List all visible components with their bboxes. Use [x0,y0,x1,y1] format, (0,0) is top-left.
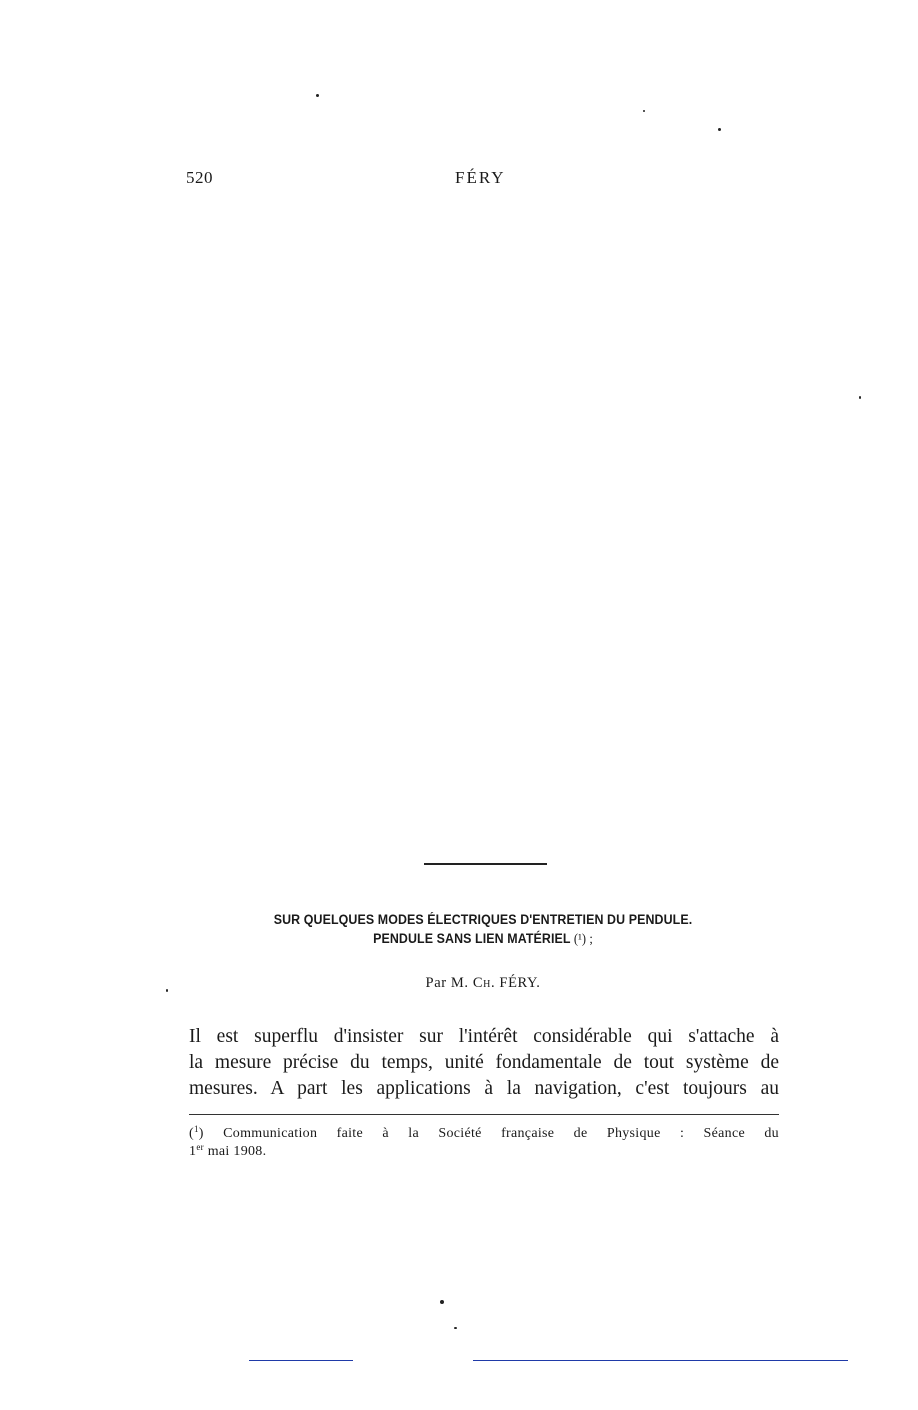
section-separator [424,863,547,865]
body-paragraph [189,1024,779,1102]
title-footnote-reference: (¹) ; [573,931,593,946]
bottom-blue-rule-right [473,1360,848,1361]
bottom-blue-rule-left [249,1360,353,1361]
article-title-line-2 [186,929,780,948]
body-line: la mesure précise du temps, unité fondamentale de tout système de [189,1052,779,1073]
scan-speck [643,110,645,112]
footnote-line-2-text: mai 1908. [207,1144,267,1159]
page-number: 520 [186,168,213,187]
footnote-line-1 [189,1125,779,1143]
scan-speck [718,128,721,131]
scan-speck [454,1327,457,1329]
scan-speck [859,396,861,399]
footnote-line-2 [189,1143,779,1161]
footnote-line-1-text: Communication faite à la Société française de Physique : Séance du [223,1126,779,1141]
article-title [186,910,780,948]
body-line: Il est superflu d'insister sur l'intérêt considérable qui s'attache à [189,1026,779,1047]
running-head: FÉRY [455,168,506,187]
footnote-ordinal: 1 [189,1144,197,1159]
author-initial: Ch. [472,975,496,991]
body-line: mesures. A part les applications à la navigation, c'est toujours au [189,1078,779,1099]
author-prefix: Par M. [425,975,469,991]
article-title-line-2-text: PENDULE SANS LIEN MATÉRIEL [373,931,571,946]
scan-speck [316,94,319,97]
footnote-rule [189,1114,779,1115]
footnote-ordinal-suffix: er [196,1142,204,1152]
scan-speck [166,989,168,992]
article-title-line-1: SUR QUELQUES MODES ÉLECTRIQUES D'ENTRETIEN DU PENDULE. [273,912,693,927]
footnote [189,1125,779,1161]
footnote-marker: ($^1$) [189,1124,204,1141]
article-author [160,975,806,992]
scan-speck [440,1300,444,1304]
author-name: FÉRY. [499,975,541,991]
